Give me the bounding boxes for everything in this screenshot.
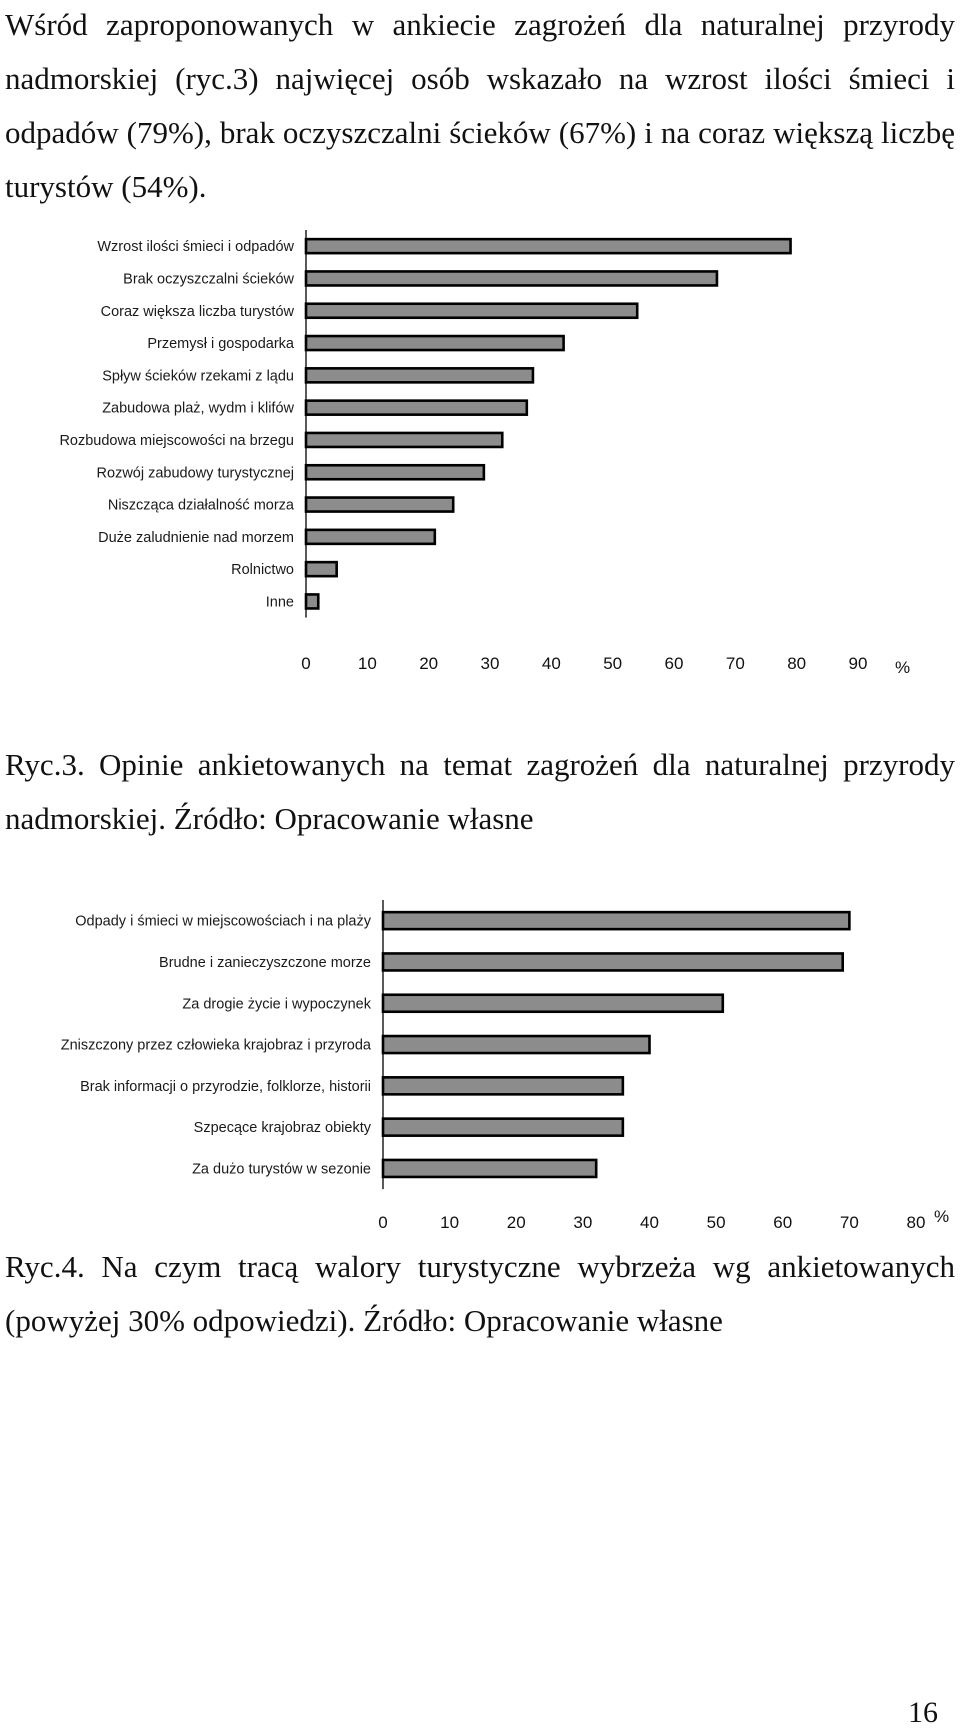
bar (306, 498, 453, 512)
bar (383, 1036, 650, 1053)
x-tick-label: 0 (378, 1213, 388, 1232)
category-label: Szpecące krajobraz obiekty (193, 1120, 371, 1137)
bar (306, 401, 527, 415)
category-label: Inne (265, 594, 294, 611)
x-tick-label: 90 (848, 654, 868, 673)
category-label: Za dużo turystów w sezonie (192, 1161, 371, 1178)
category-label: Przemysł i gospodarka (147, 336, 294, 353)
x-tick-label: 70 (725, 654, 745, 673)
x-tick-label: 80 (787, 654, 807, 673)
bar (306, 304, 637, 318)
category-label: Brudne i zanieczyszczone morze (159, 954, 371, 971)
bar (383, 912, 849, 929)
x-unit-label: % (895, 658, 911, 677)
category-label: Brak oczyszczalni ścieków (123, 271, 294, 288)
bar (306, 465, 484, 479)
x-tick-label: 30 (480, 654, 500, 673)
chart-tourism-losses (0, 900, 960, 1240)
bar (383, 995, 723, 1012)
category-label: Duże zaludnienie nad morzem (98, 529, 294, 546)
x-tick-label: 70 (839, 1213, 859, 1232)
x-tick-label: 40 (541, 654, 561, 673)
category-label: Rolnictwo (231, 562, 294, 579)
x-tick-label: 10 (357, 654, 377, 673)
category-label: Wzrost ilości śmieci i odpadów (97, 239, 294, 256)
category-label: Niszcząca działalność morza (107, 497, 294, 514)
fig4-caption: Ryc.4. Na czym tracą walory turystyczne wybrzeża wg ankietowanych (powyżej 30% odpowiedzi). Źródło: Opracowanie własne (5, 1249, 955, 1338)
bar (306, 594, 318, 608)
x-tick-label: 50 (603, 654, 623, 673)
x-tick-label: 40 (640, 1213, 659, 1232)
bar (383, 1119, 623, 1136)
category-label: Brak informacji o przyrodzie, folklorze, historii (80, 1078, 371, 1095)
x-tick-label: 80 (906, 1213, 926, 1232)
category-label: Zniszczony przez człowieka krajobraz i przyroda (60, 1037, 371, 1054)
x-tick-label: 20 (506, 1213, 526, 1232)
bar (306, 562, 337, 576)
x-tick-label: 30 (573, 1213, 593, 1232)
chart-threats (0, 230, 960, 690)
fig3-caption: Ryc.3. Opinie ankietowanych na temat zagrożeń dla naturalnej przyrody nadmorskiej. Źródło: Opracowanie własne (5, 747, 955, 836)
page-number: 16 (908, 1696, 938, 1729)
category-label: Spływ ścieków rzekami z lądu (102, 368, 294, 385)
category-label: Zabudowa plaż, wydm i klifów (102, 400, 294, 417)
x-tick-label: 50 (706, 1213, 726, 1232)
x-tick-label: 60 (773, 1213, 793, 1232)
x-unit-label: % (934, 1207, 950, 1226)
bar (306, 433, 502, 447)
bar (383, 1160, 596, 1177)
category-label: Za drogie życie i wypoczynek (182, 996, 371, 1013)
x-tick-label: 60 (664, 654, 684, 673)
bar (306, 368, 533, 382)
bar (306, 336, 564, 350)
x-tick-label: 20 (419, 654, 439, 673)
category-label: Odpady i śmieci w miejscowościach i na plaży (75, 913, 371, 930)
bar (306, 239, 791, 253)
x-tick-label: 10 (440, 1213, 460, 1232)
bar (306, 530, 435, 544)
x-tick-label: 0 (301, 654, 311, 673)
category-label: Rozwój zabudowy turystycznej (96, 465, 294, 482)
intro-paragraph: Wśród zaproponowanych w ankiecie zagrożeń dla naturalnej przyrody nadmorskiej (ryc.3) najwięcej osób wskazało na wzrost ilości śmieci i odpadów (79%), brak oczyszczalni ścieków (67%) i na coraz większą liczbę turystów (54%). (5, 7, 955, 204)
category-label: Coraz większa liczba turystów (100, 303, 294, 320)
bar (306, 271, 717, 285)
bar (383, 953, 843, 970)
bar (383, 1077, 623, 1094)
category-label: Rozbudowa miejscowości na brzegu (59, 432, 294, 449)
